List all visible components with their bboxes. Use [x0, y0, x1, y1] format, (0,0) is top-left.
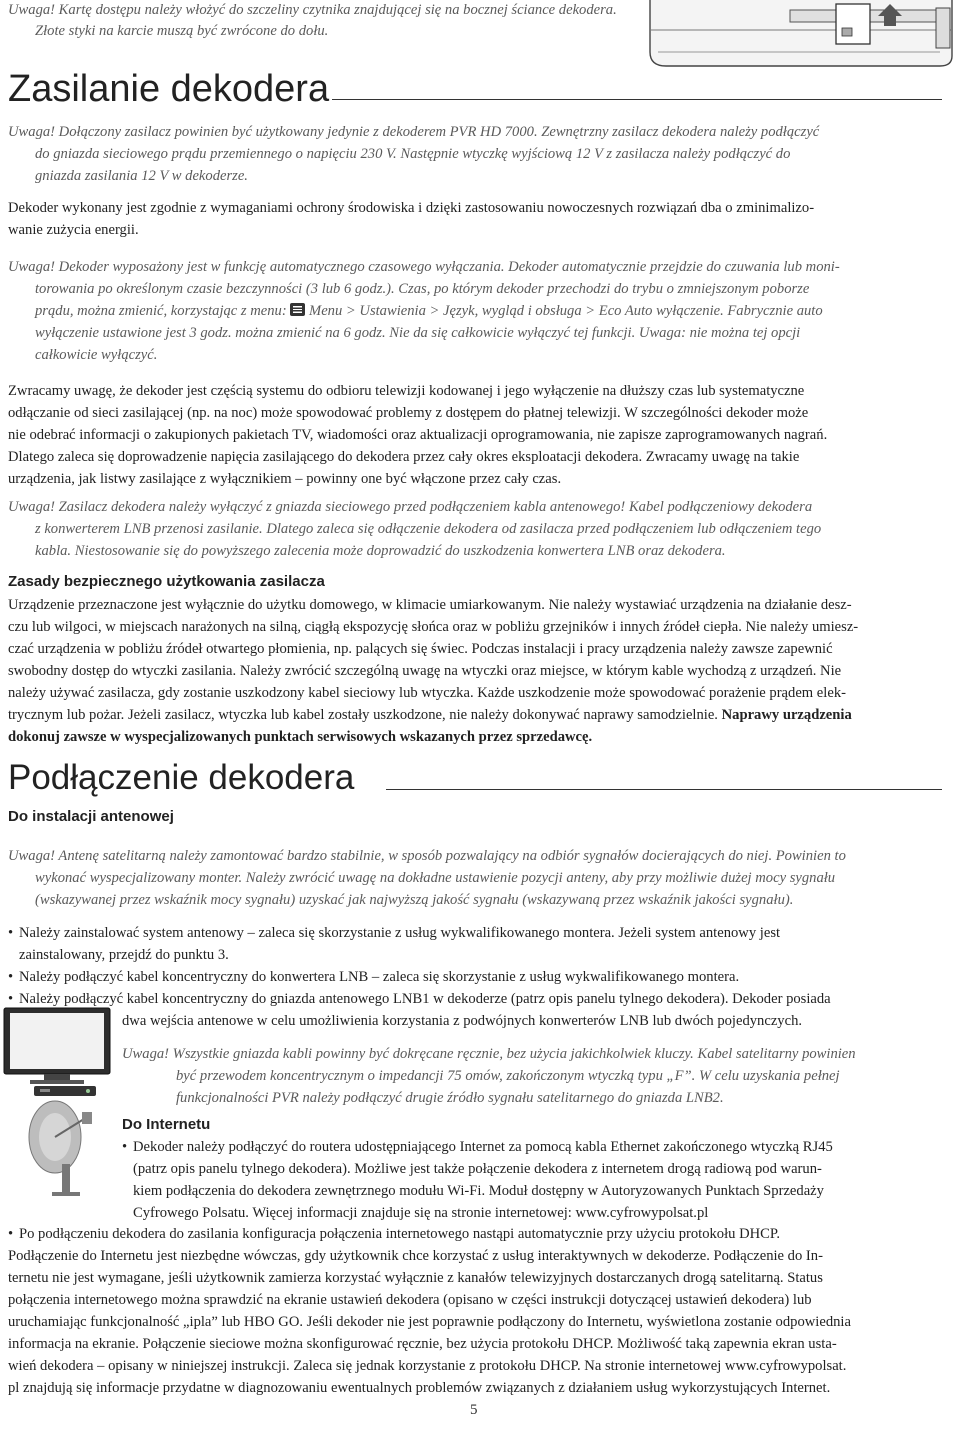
- eco-paragraph-line: wanie zużycia energii.: [8, 222, 139, 238]
- disconnect-note-line: kabla. Niestosowanie się do powyższego zalecenia może doprowadzić do uszkodzenia konwertera LNB oraz dekodera.: [35, 543, 726, 559]
- internet-paragraph-line: uruchamiając funkcjonalność „ipla” lub HBO GO. Jeśli dekoder nie jest poprawnie podłączony do Internetu, wyświetlona zostanie odpowiednia: [8, 1314, 851, 1330]
- disconnect-note-line: z konwerterem LNB przenosi zasilanie. Dlatego zaleca się odłączenie dekodera od zasilacza przed podłączeniem lub odłączeniem tego: [35, 521, 822, 537]
- auto-off-note-line: Uwaga! Dekoder wyposażony jest w funkcję automatycznego czasowego wyłączania. Dekoder automatycznie przejdzie do czuwania lub moni-: [8, 259, 840, 275]
- bullet-line: Należy podłączyć kabel koncentryczny do gniazda antenowego LNB1 w dekoderze (patrz opis panelu tylnego dekodera). Dekoder posiada: [19, 991, 831, 1007]
- internet-paragraph-line: pl znajdują się informacje przydatne w diagnozowaniu ewentualnych problemów związanych z działaniem usług wykorzystujących Internet.: [8, 1380, 831, 1396]
- tv-decoder-dish-illustration: [0, 1004, 120, 1199]
- auto-off-note-line: całkowicie wyłączyć.: [35, 347, 158, 363]
- sockets-note-line: funkcjonalności PVR należy podłączyć drugie źródło sygnału satelitarnego do gniazda LNB2.: [176, 1090, 724, 1106]
- encoded-tv-paragraph-line: nie odebrać informacji o zakupionych pakietach TV, wiadomości oraz aktualizacji oprogramowania, nie zapisze zaprogramowanych nagrań.: [8, 427, 828, 443]
- power-supply-note-line: Uwaga! Dołączony zasilacz powinien być użytkowany jedynie z dekoderem PVR HD 7000. Zewnętrzny zasilacz dekodera należy podłączyć: [8, 124, 820, 140]
- safety-paragraph-line: należy używać zasilacza, gdy zostanie uszkodzony kabel sieciowy lub wtyczka. Każde uszkodzenie może spowodować porażenie prądem elek-: [8, 685, 846, 701]
- power-supply-note-line: do gniazda sieciowego prądu przemiennego o napięciu 230 V. Następnie wtyczkę wyjściową 12 V z zasilacza należy podłączyć do: [35, 146, 791, 162]
- auto-off-note-text: prądu, można zmienić, korzystając z menu:: [35, 303, 287, 319]
- card-insert-note-line: Uwaga! Kartę dostępu należy włożyć do szczeliny czytnika znajdującej się na bocznej ściance dekodera.: [8, 2, 617, 18]
- auto-off-note-line: torowania po określonym czasie bezczynności (3 lub 6 godz.). Czas, po którym dekoder przechodzi do trybu o zmniejszonym poborze: [35, 281, 810, 297]
- bullet-line: Należy zainstalować system antenowy – zaleca się skorzystanie z usług wykwalifikowanego montera. Jeżeli system antenowy jest: [19, 925, 781, 941]
- page-number: 5: [470, 1402, 478, 1418]
- bullet-marker: •: [8, 925, 14, 941]
- safety-paragraph-line: czać urządzenia w pobliżu źródeł otwartego płomienia, np. palących się świec. Podczas instalacji i pracy urządzenia należy zawsze zapewnić: [8, 641, 833, 657]
- safety-paragraph-line: czu lub wilgoci, w miejscach narażonych na silną, ciągłą ekspozycję słońca oraz w pobliżu grzejników i innych źródeł ciepła. Nie należy umiesz-: [8, 619, 859, 635]
- internet-paragraph-line: Podłączenie do Internetu jest niezbędne wówczas, gdy użytkownik chce korzystać z usług interaktywnych w dekoderze. Podłączenie do In-: [8, 1248, 823, 1264]
- internet-paragraph-line: połączenia internetowego można sprawdzić na ekranie ustawień dekodera (opisano w części instrukcji dotyczącej ustawień dekodera) lub: [8, 1292, 812, 1308]
- decoder-card-slot-illustration: [640, 0, 958, 74]
- internet-bullet-line: Cyfrowego Polsatu. Więcej informacji znajduje się na stronie internetowej: www.cyfrowypolsat.pl: [133, 1205, 709, 1221]
- safety-paragraph-line: swobodny dostęp do wtyczki zasilania. Należy zwrócić szczególną uwagę na wtyczki oraz miejsce, w którym kable wychodzą z urządzeń. Nie: [8, 663, 842, 679]
- bullet-marker: •: [8, 969, 14, 985]
- bullet-line: dwa wejścia antenowe w celu umożliwienia korzystania z podwójnych konwerterów LNB lub dwóch pojedynczych.: [122, 1013, 803, 1029]
- internet-paragraph-line: wień dekodera – opisany w niniejszej instrukcji. Zaleca się jednak korzystanie z protokołu DHCP. Na stronie internetowej www.cyfrowypolsat.: [8, 1358, 847, 1374]
- sockets-note-line: być przewodem koncentrycznym o impedancji 75 omów, zakończonym wtyczką typu „F”. W celu uzyskania pełnej: [176, 1068, 840, 1084]
- disconnect-note-line: Uwaga! Zasilacz dekodera należy wyłączyć z gniazda sieciowego przed podłączeniem kabla antenowego! Kabel podłączeniowy dekodera: [8, 499, 813, 515]
- encoded-tv-paragraph-line: odłączanie od sieci zasilającej (np. na noc) może spowodować problemy z dostępem do płatnej telewizji. W szczególności dekoder może: [8, 405, 809, 421]
- auto-off-note-line: [35, 301, 823, 323]
- safety-bold-text: Naprawy urządzenia: [721, 707, 852, 723]
- eco-paragraph-line: Dekoder wykonany jest zgodnie z wymaganiami ochrony środowiska i dzięki zastosowaniu nowoczesnych rozwiązań dba o zminimalizo-: [8, 200, 815, 216]
- sockets-note-line: Uwaga! Wszystkie gniazda kabli powinny być dokręcane ręcznie, bez użycia jakichkolwiek kluczy. Kabel satelitarny powinien: [122, 1046, 856, 1062]
- internet-bullet-line: Dekoder należy podłączyć do routera udostępniającego Internet za pomocą kabla Ethernet zakończonego wtyczką RJ45: [133, 1139, 833, 1155]
- dhcp-bullet: Po podłączeniu dekodera do zasilania konfiguracja połączenia internetowego nastąpi automatycznie przy użyciu protokołu DHCP.: [19, 1226, 781, 1242]
- antenna-note-line: wykonać wyspecjalizowany monter. Należy zwrócić uwagę na dokładne ustawienie pozycji anteny, aby przy możliwie dużej mocy sygnału: [35, 870, 836, 886]
- internet-paragraph-line: informacja na ekranie. Połączenie sieciowe można skonfigurować ręcznie, bez użycia protokołu DHCP. Możliwość taką zapewnia ekran usta-: [8, 1336, 837, 1352]
- bullet-marker: •: [8, 1226, 14, 1242]
- encoded-tv-paragraph-line: Zwracamy uwagę, że dekoder jest częścią systemu do odbioru telewizji kodowanej i jego wyłączenie na dłuższy czas lub systematyczne: [8, 383, 805, 399]
- power-supply-note-line: gniazda zasilania 12 V w dekoderze.: [35, 168, 248, 184]
- internet-bullet-line: kiem podłączenia do dekodera zewnętrznego modułu Wi-Fi. Moduł dostępny w Autoryzowanych Punktach Sprzedaży: [133, 1183, 824, 1199]
- safety-paragraph-line: Urządzenie przeznaczone jest wyłącznie do użytku domowego, w klimacie umiarkowanym. Nie należy wystawiać urządzenia na działanie desz-: [8, 597, 852, 613]
- bullet-marker: •: [8, 991, 14, 1007]
- card-insert-note-line: Złote styki na karcie muszą być zwrócone do dołu.: [35, 23, 329, 39]
- antenna-subtitle: Do instalacji antenowej: [8, 808, 174, 825]
- section-title-power: Zasilanie dekodera: [8, 68, 330, 110]
- bullet-marker: •: [122, 1139, 128, 1155]
- bullet-line: zainstalowany, przejdź do punktu 3.: [19, 947, 229, 963]
- internet-paragraph-line: ternetu nie jest wymagane, jeśli użytkownik zamierza korzystać wyłącznie z kanałów telewizyjnych dostarczanych drogą satelitarną. Status: [8, 1270, 823, 1286]
- auto-off-note-line: wyłączenie ustawione jest 3 godz. można zmienić na 6 godz. Nie da się całkowicie wyłączyć tej funkcji. Uwaga: nie można tej opcji: [35, 325, 801, 341]
- title-underline: [332, 99, 942, 100]
- safety-subtitle: Zasady bezpiecznego użytkowania zasilacza: [8, 573, 325, 590]
- encoded-tv-paragraph-line: Dlatego zaleca się doprowadzenie napięcia zasilającego do dekodera przez cały okres eksploatacji dekodera. Zwracamy uwagę na takie: [8, 449, 800, 465]
- safety-paragraph-line: [8, 705, 852, 727]
- section-title-connection: Podłączenie dekodera: [8, 758, 355, 797]
- auto-off-note-text: Menu > Ustawienia > Język, wygląd i obsługa > Eco Auto wyłączenie. Fabrycznie auto: [309, 303, 823, 319]
- bullet-line: Należy podłączyć kabel koncentryczny do konwertera LNB – zaleca się skorzystanie z usług wykwalifikowanego montera.: [19, 969, 740, 985]
- antenna-note-line: Uwaga! Antenę satelitarną należy zamontować bardzo stabilnie, w sposób pozwalający na odbiór sygnałów docierających do niej. Powinien to: [8, 848, 846, 864]
- antenna-note-line: (wskazywanej przez wskaźnik mocy sygnału) uzyskać jak najwyższą jakość sygnału (wskazywaną przez wskaźnik jakości sygnału).: [35, 892, 794, 908]
- internet-bullet-line: (patrz opis panelu tylnego dekodera). Możliwe jest także połączenie dekodera z internetem drogą radiową pod warun-: [133, 1161, 822, 1177]
- safety-bold-line: dokonuj zawsze w wyspecjalizowanych punktach serwisowych wskazanych przez sprzedawcę.: [8, 729, 593, 745]
- title-underline: [386, 789, 942, 790]
- safety-text: trycznym lub pożar. Jeżeli zasilacz, wtyczka lub kabel zostały uszkodzone, nie należy dokonywać naprawy samodzielnie.: [8, 707, 718, 723]
- internet-subtitle: Do Internetu: [122, 1116, 211, 1133]
- encoded-tv-paragraph-line: urządzenia, jak listwy zasilające z wyłącznikiem – powinny one być włączone przez cały czas.: [8, 471, 562, 487]
- menu-icon: [290, 303, 305, 316]
